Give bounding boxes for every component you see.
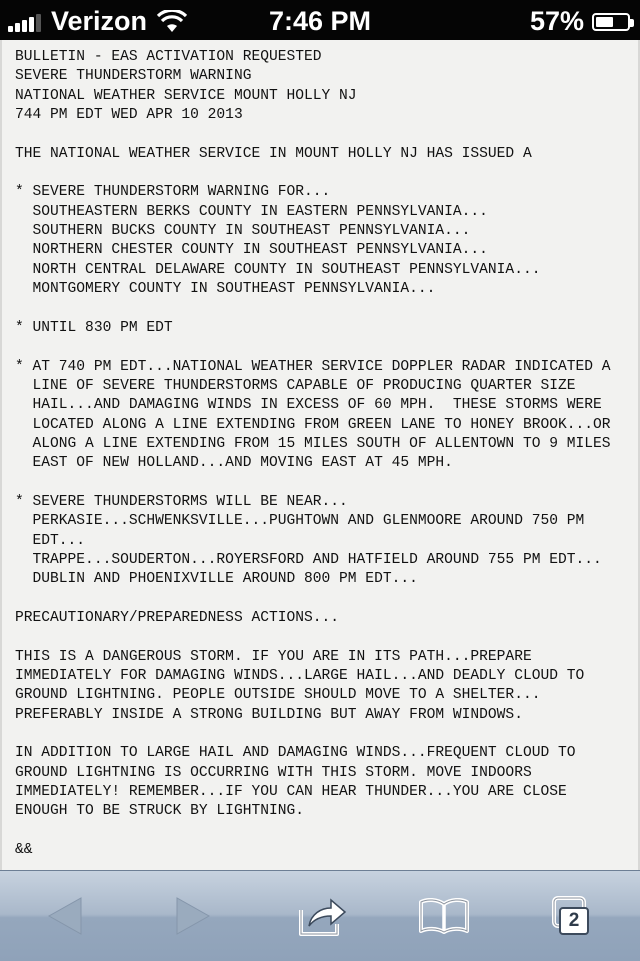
bulletin-line: THE NATIONAL WEATHER SERVICE IN MOUNT HOLLY NJ HAS ISSUED A — [15, 145, 532, 162]
battery-nub — [630, 19, 634, 27]
bulletin-line: NORTHERN CHESTER COUNTY IN SOUTHEAST PENNSYLVANIA... — [15, 242, 488, 259]
bulletin-line: IN ADDITION TO LARGE HAIL AND DAMAGING WINDS...FREQUENT CLOUD TO — [15, 745, 576, 762]
bulletin-line: SOUTHEASTERN BERKS COUNTY IN EASTERN PENNSYLVANIA... — [15, 203, 488, 220]
bulletin-line: IMMEDIATELY! REMEMBER...IF YOU CAN HEAR THUNDER...YOU ARE CLOSE — [15, 784, 567, 801]
bulletin-line: && — [15, 842, 33, 859]
share-icon — [297, 894, 349, 938]
share-button[interactable] — [273, 871, 373, 961]
bulletin-line: PRECAUTIONARY/PREPAREDNESS ACTIONS... — [15, 609, 340, 626]
bulletin-line: MONTGOMERY COUNTY IN SOUTHEAST PENNSYLVANIA... — [15, 281, 436, 298]
carrier-name: Verizon — [51, 6, 148, 36]
bulletin-line: SEVERE THUNDERSTORM WARNING — [15, 68, 252, 85]
forward-button[interactable] — [143, 871, 243, 961]
bulletin-line: NORTH CENTRAL DELAWARE COUNTY IN SOUTHEAST PENNSYLVANIA... — [15, 261, 541, 278]
bulletin-line: 744 PM EDT WED APR 10 2013 — [15, 107, 243, 124]
bulletin-line: PREFERABLY INSIDE A STRONG BUILDING BUT AWAY FROM WINDOWS. — [15, 706, 523, 723]
bookmarks-button[interactable] — [394, 871, 494, 961]
bulletin-line: GROUND LIGHTNING IS OCCURRING WITH THIS STORM. MOVE INDOORS — [15, 764, 532, 781]
web-content[interactable] — [0, 40, 640, 870]
status-right — [530, 6, 630, 37]
status-time: 7:46 PM — [268, 6, 372, 36]
status-bar — [0, 0, 640, 40]
bulletin-line: ALONG A LINE EXTENDING FROM 15 MILES SOUTH OF ALLENTOWN TO 9 MILES — [15, 435, 611, 452]
bulletin-line: THIS IS A DANGEROUS STORM. IF YOU ARE IN ITS PATH...PREPARE — [15, 648, 532, 665]
bookmarks-book-icon — [419, 898, 469, 934]
page-frame — [0, 40, 640, 870]
bulletin-line: * SEVERE THUNDERSTORM WARNING FOR... — [15, 184, 331, 201]
bulletin-line: * SEVERE THUNDERSTORMS WILL BE NEAR... — [15, 493, 348, 510]
battery-percent: 57% — [529, 6, 584, 36]
bulletin-line: LOCATED ALONG A LINE EXTENDING FROM GREEN LANE TO HONEY BROOK...OR — [15, 416, 611, 433]
bulletin-line: * UNTIL 830 PM EDT — [15, 319, 173, 336]
browser-toolbar — [0, 870, 640, 961]
bulletin-line: LINE OF SEVERE THUNDERSTORMS CAPABLE OF PRODUCING QUARTER SIZE — [15, 377, 576, 394]
bulletin-line: BULLETIN - EAS ACTIVATION REQUESTED — [15, 49, 322, 65]
bulletin-line: EAST OF NEW HOLLAND...AND MOVING EAST AT 45 MPH. — [15, 455, 453, 472]
bulletin-line: HAIL...AND DAMAGING WINDS IN EXCESS OF 60 MPH. THESE STORMS WERE — [15, 397, 602, 414]
battery-icon — [592, 13, 630, 31]
bulletin-line: NATIONAL WEATHER SERVICE MOUNT HOLLY NJ — [15, 87, 357, 104]
bulletin-line: IMMEDIATELY FOR DAMAGING WINDS...LARGE HAIL...AND DEADLY CLOUD TO — [15, 668, 585, 684]
bulletin-line: GROUND LIGHTNING. PEOPLE OUTSIDE SHOULD MOVE TO A SHELTER... — [15, 687, 541, 704]
bulletin-line: TRAPPE...SOUDERTON...ROYERSFORD AND HATFIELD AROUND 755 PM EDT... — [15, 551, 602, 568]
tab-count-badge[interactable]: 2 — [559, 907, 589, 935]
bulletin-line: PERKASIE...SCHWENKSVILLE...PUGHTOWN AND GLENMOORE AROUND 750 PM — [15, 513, 585, 530]
bulletin-line: ENOUGH TO BE STRUCK BY LIGHTNING. — [15, 803, 305, 820]
back-button[interactable] — [15, 871, 115, 961]
bulletin-line: EDT... — [15, 532, 86, 549]
bulletin-line: SOUTHERN BUCKS COUNTY IN SOUTHEAST PENNSYLVANIA... — [15, 223, 471, 240]
bulletin-line: DUBLIN AND PHOENIXVILLE AROUND 800 PM EDT... — [15, 571, 418, 588]
battery-fill — [596, 17, 613, 27]
back-arrow-icon — [47, 896, 83, 936]
forward-arrow-icon — [175, 896, 211, 936]
bulletin-line: * AT 740 PM EDT...NATIONAL WEATHER SERVICE DOPPLER RADAR INDICATED A — [15, 358, 611, 375]
